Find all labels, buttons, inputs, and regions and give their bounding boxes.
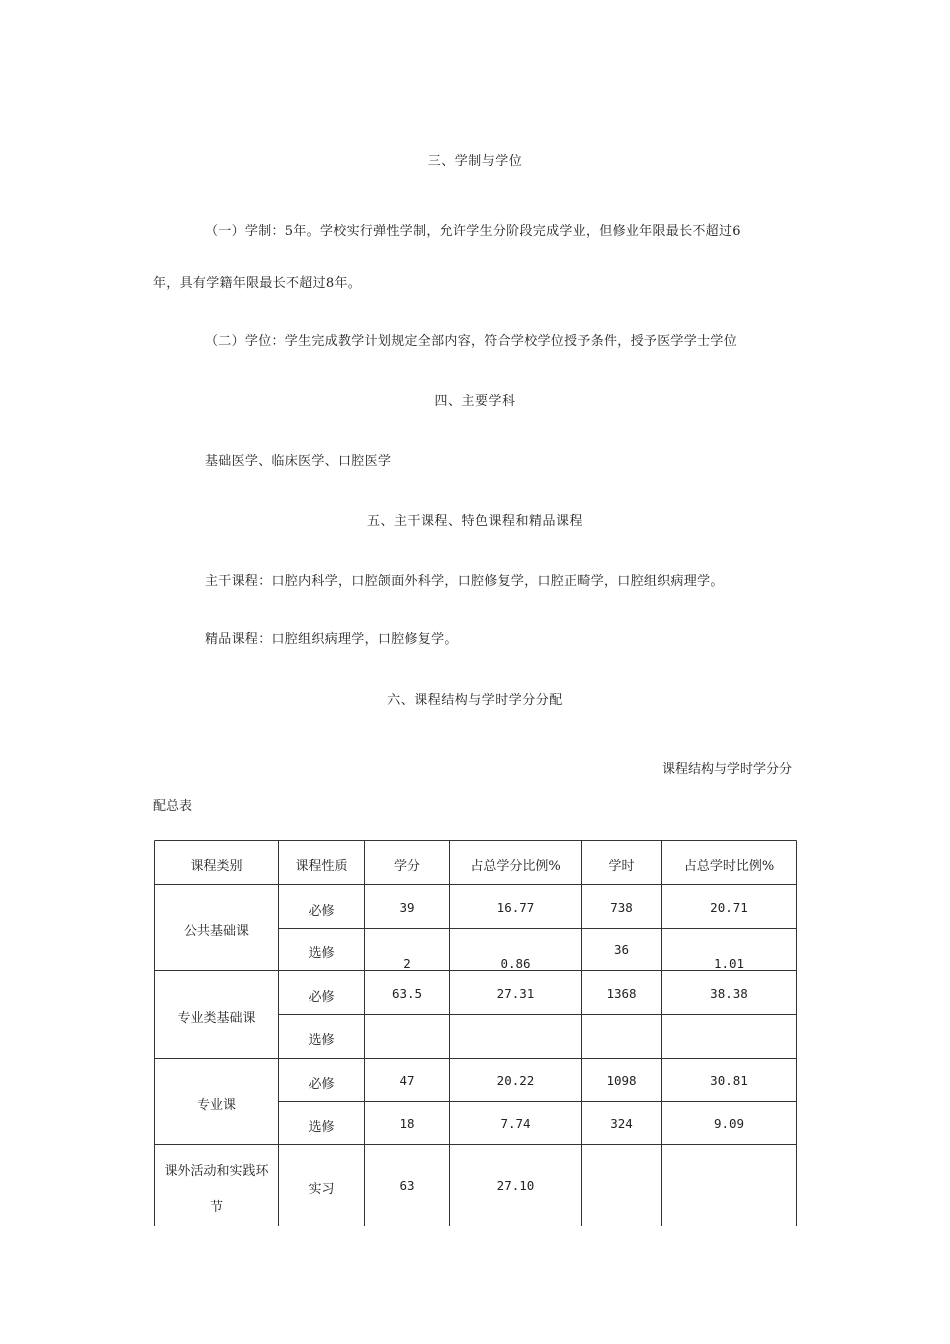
cell-nature: 必修 [308, 1077, 335, 1092]
schooling-paragraph-line-1: （一）学制：5年。学校实行弹性学制，允许学生分阶段完成学业，但修业年限最长不超过6 [205, 224, 741, 239]
section-6-heading: 六、课程结构与学时学分分配 [387, 693, 563, 708]
cell-nature: 选修 [308, 946, 335, 961]
category-extracurricular-line-1: 课外活动和实践环 [164, 1164, 269, 1179]
header-category: 课程类别 [190, 859, 243, 874]
cell-credit-pct: 16.77 [496, 900, 535, 915]
table-title-part-2: 配总表 [153, 799, 193, 814]
cell-hours: 324 [610, 1116, 633, 1131]
main-disciplines-text: 基础医学、临床医学、口腔医学 [205, 454, 392, 469]
schooling-paragraph-line-2: 年，具有学籍年限最长不超过8年。 [153, 276, 362, 291]
cell-hours: 1098 [606, 1073, 637, 1088]
cell-credits: 39 [399, 900, 415, 915]
cell-credit-pct: 0.86 [500, 956, 531, 971]
cell-nature: 必修 [308, 990, 335, 1005]
quality-courses-text: 精品课程：口腔组织病理学，口腔修复学。 [205, 632, 458, 647]
category-professional: 专业课 [196, 1098, 236, 1113]
cell-hour-pct: 38.38 [710, 986, 748, 1001]
category-extracurricular-line-2: 节 [209, 1200, 223, 1215]
cell-credits: 47 [399, 1073, 415, 1088]
cell-credit-pct: 27.31 [496, 986, 535, 1001]
cell-credit-pct: 7.74 [500, 1116, 531, 1131]
cell-hour-pct: 1.01 [713, 956, 745, 971]
cell-credits: 63.5 [391, 986, 423, 1001]
section-4-heading: 四、主要学科 [434, 394, 516, 409]
header-hours: 学时 [608, 859, 635, 874]
cell-credit-pct: 27.10 [496, 1178, 535, 1193]
degree-paragraph: （二）学位：学生完成教学计划规定全部内容，符合学校学位授予条件，授予医学学士学位 [205, 334, 738, 349]
cell-hour-pct: 9.09 [713, 1116, 745, 1131]
main-courses-text: 主干课程：口腔内科学，口腔颌面外科学，口腔修复学，口腔正畸学，口腔组织病理学。 [205, 574, 724, 589]
category-professional-basic: 专业类基础课 [177, 1011, 256, 1026]
category-public-basic: 公共基础课 [183, 924, 249, 939]
cell-nature: 选修 [308, 1120, 335, 1135]
table-title-part-1: 课程结构与学时学分分 [662, 762, 793, 777]
cell-nature: 必修 [308, 904, 335, 919]
section-3-heading: 三、学制与学位 [427, 154, 523, 169]
section-5-heading: 五、主干课程、特色课程和精品课程 [366, 514, 583, 529]
header-credits: 学分 [393, 859, 420, 874]
cell-nature: 选修 [308, 1033, 335, 1048]
cell-credits: 2 [403, 956, 411, 971]
header-nature: 课程性质 [295, 859, 348, 874]
cell-nature: 实习 [308, 1182, 335, 1197]
header-credit-pct: 占总学分比例% [470, 859, 561, 874]
cell-hours: 36 [613, 942, 630, 957]
cell-hours: 1368 [606, 986, 637, 1001]
cell-credit-pct: 20.22 [496, 1073, 535, 1088]
cell-hour-pct: 30.81 [710, 1073, 748, 1088]
cell-credits: 18 [399, 1116, 415, 1131]
cell-hours: 738 [610, 900, 633, 915]
header-hour-pct: 占总学时比例% [683, 859, 775, 874]
cell-credits: 63 [399, 1178, 415, 1193]
cell-hour-pct: 20.71 [710, 900, 748, 915]
